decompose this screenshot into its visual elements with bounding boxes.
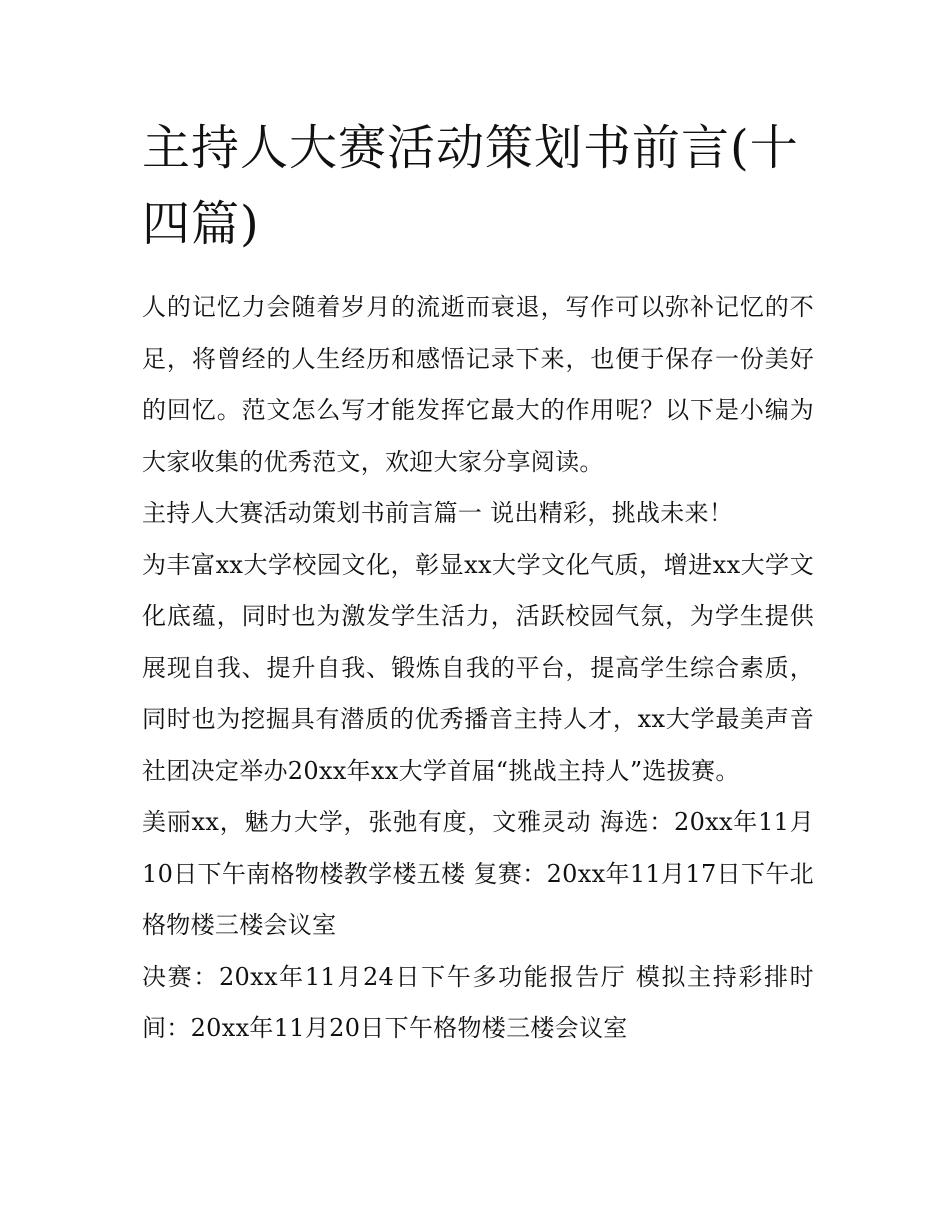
paragraph-section-heading: 主持人大赛活动策划书前言篇一 说出精彩，挑战未来！ (142, 499, 734, 527)
paragraph-purpose: 为丰富xx大学校园文化，彰显xx大学文化气质，增进xx大学文化底蕴，同时也为激发学生活力，活跃校园气氛，为学生提供展现自我、提升自我、锻炼自我的平台，提高学生综合素质，同时也为挖掘具有潜质的优秀播音主持人才，xx大学最美声音社团决定举办20xx年xx大学首届“挑战主持人”选拔赛。 (142, 550, 814, 785)
paragraph-intro: 人的记忆力会随着岁月的流逝而衰退，写作可以弥补记忆的不足，将曾经的人生经历和感悟记录下来，也便于保存一份美好的回忆。范文怎么写才能发挥它最大的作用呢？以下是小编为大家收集的优秀范文，欢迎大家分享阅读。 (142, 293, 814, 476)
paragraph-theme-schedule: 美丽xx，魅力大学，张弛有度，文雅灵动 海选：20xx年11月10日下午南格物楼教学楼五楼 复赛：20xx年11月17日下午北格物楼三楼会议室 (142, 808, 814, 939)
document-title: 主持人大赛活动策划书前言(十四篇) (142, 120, 799, 252)
document-page (142, 110, 814, 1055)
paragraph-final-schedule: 决赛：20xx年11月24日下午多功能报告厅 模拟主持彩排时间：20xx年11月20日下午格物楼三楼会议室 (142, 962, 814, 1042)
